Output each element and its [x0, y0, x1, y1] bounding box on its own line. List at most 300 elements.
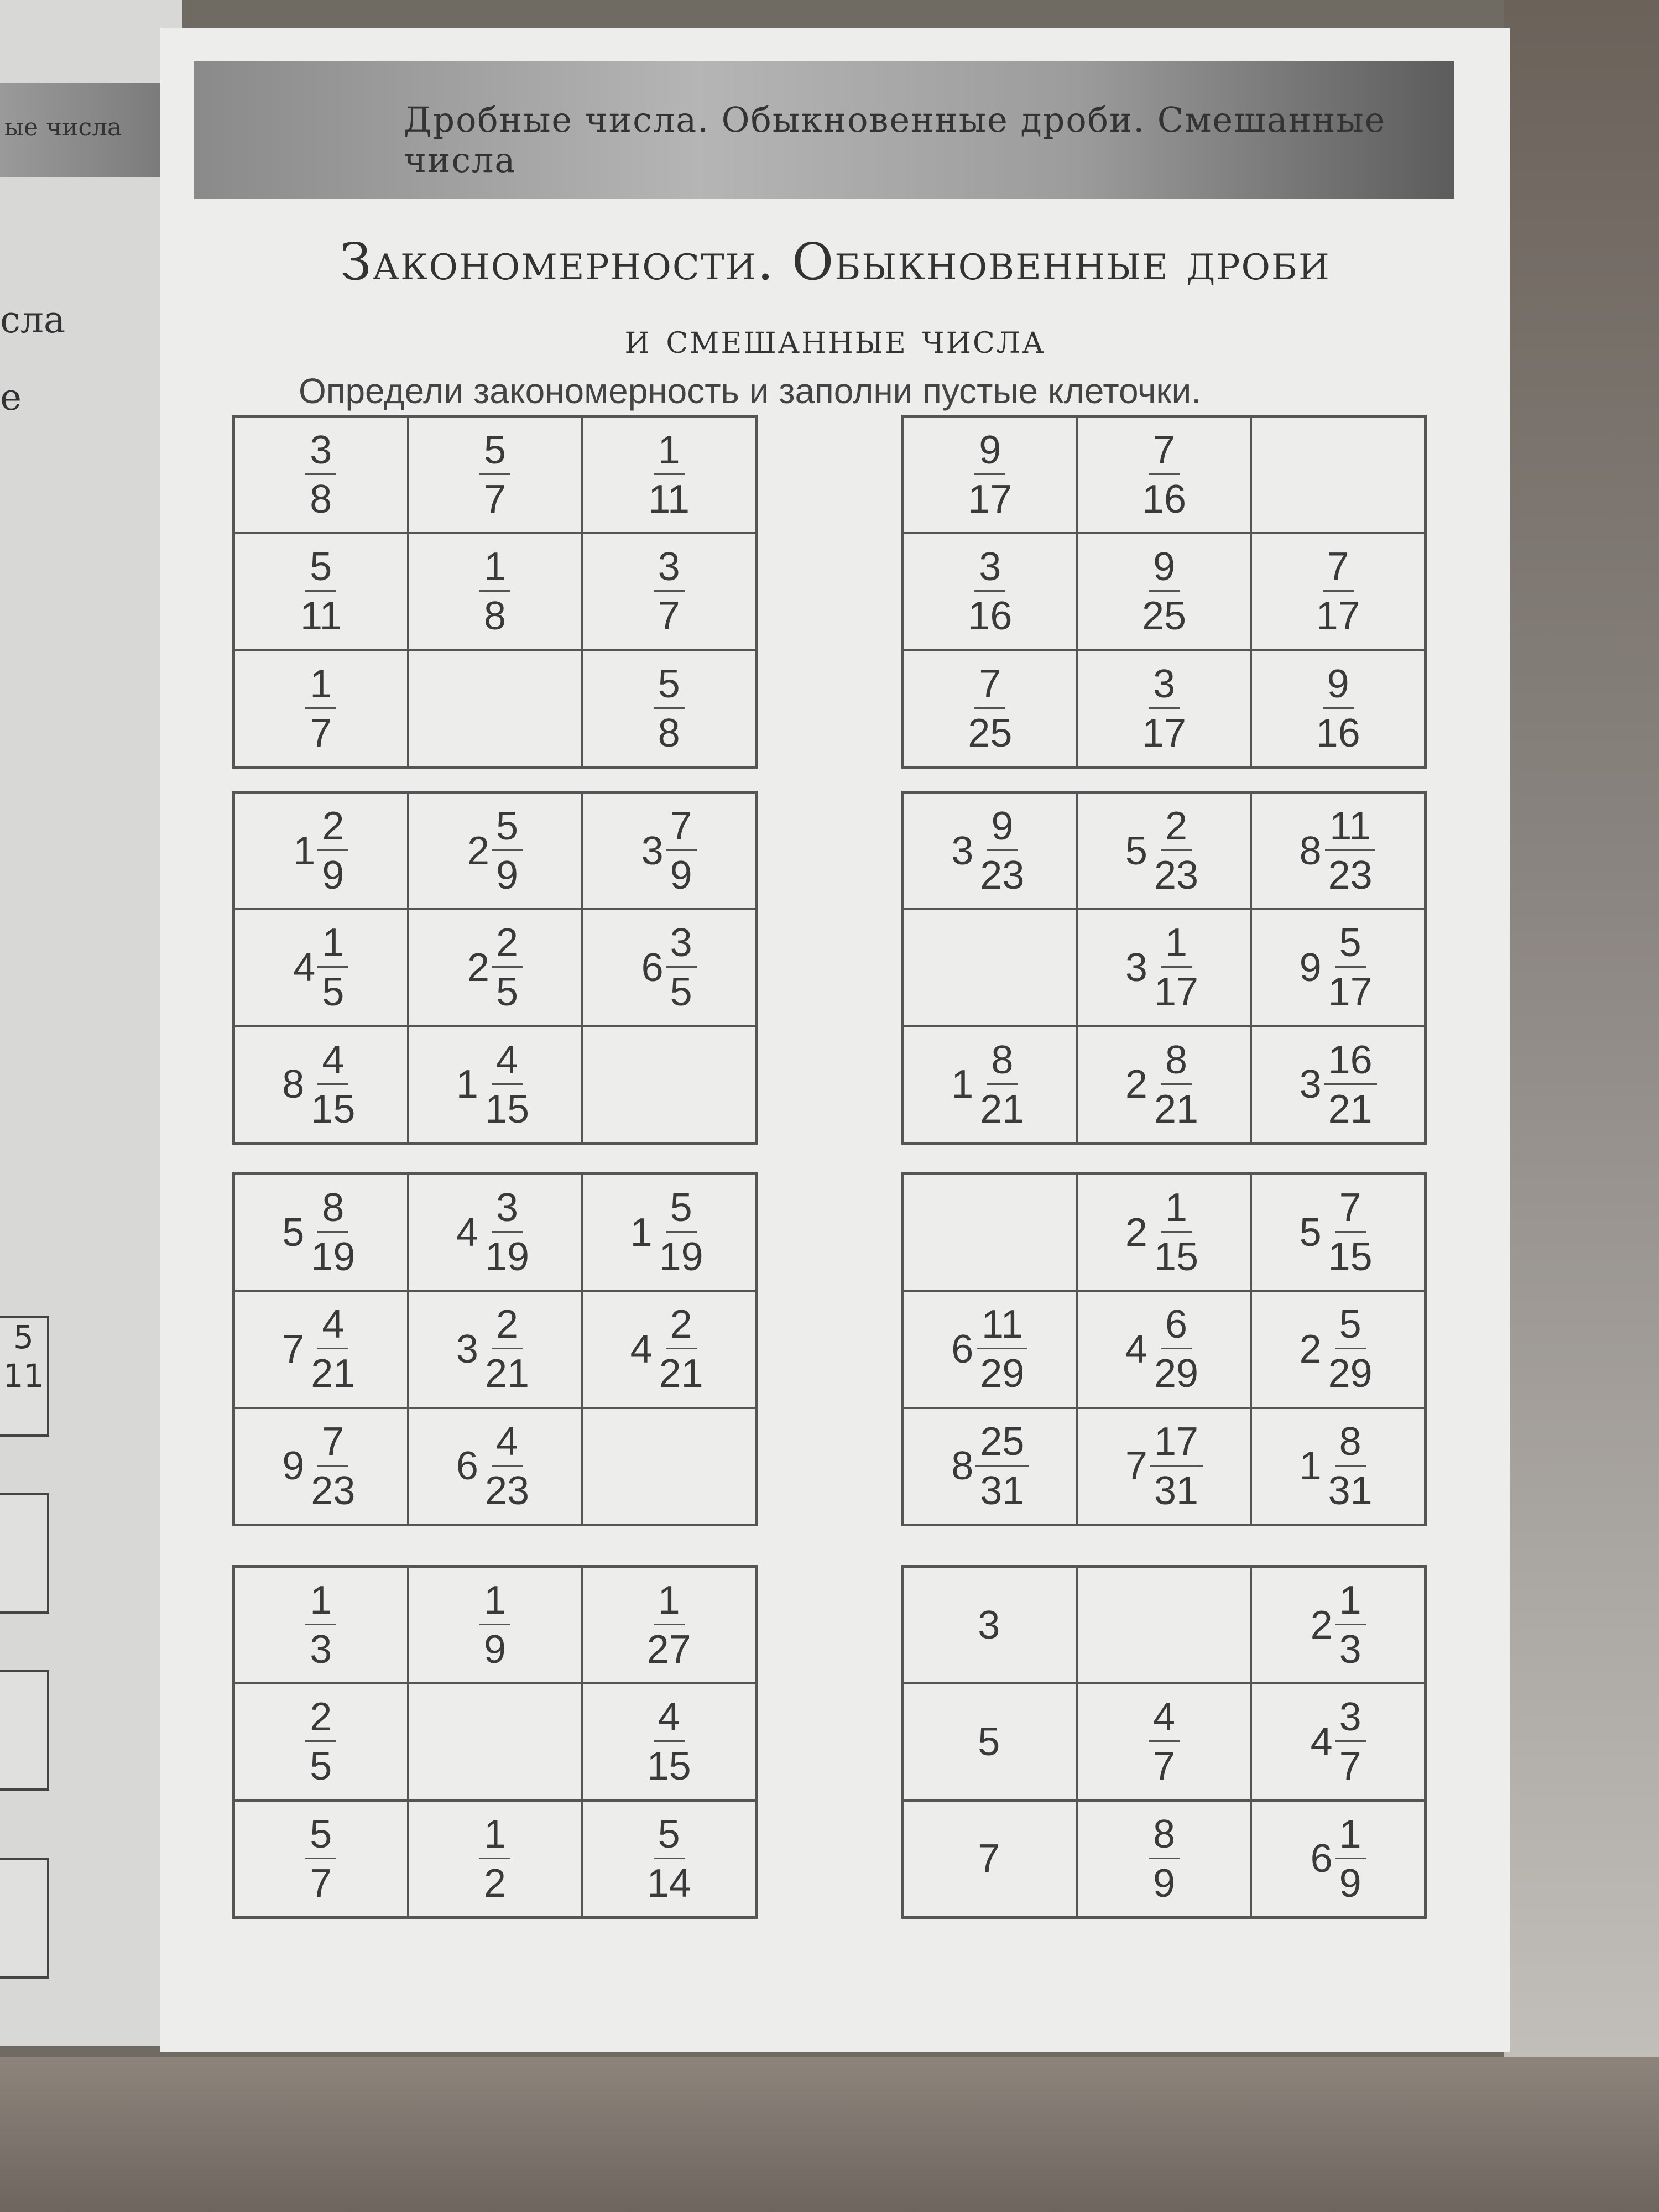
numerator: 3: [654, 547, 685, 592]
whole-part: 4: [1125, 1327, 1147, 1371]
grid-cell: [903, 1683, 1077, 1800]
grid-cell: [1251, 1683, 1425, 1800]
number: [951, 1302, 1029, 1396]
grid-cell: [903, 792, 1077, 909]
grid-cell: [582, 1801, 756, 1917]
empty-cell[interactable]: [408, 650, 582, 767]
fraction: [479, 1580, 510, 1670]
fraction: [655, 1302, 708, 1396]
grid-cell: [1251, 909, 1425, 1026]
numerator: 6: [1161, 1305, 1192, 1349]
denominator: 7: [1339, 1744, 1361, 1789]
instruction-text: Определи закономерность и заполни пустые клеточки.: [299, 371, 1201, 411]
pattern-grid-3: [232, 791, 758, 1145]
numerator: 2: [492, 923, 523, 968]
whole-part: 9: [1299, 945, 1322, 990]
whole-part: 6: [641, 945, 664, 990]
fraction: [317, 921, 348, 1015]
numerator: 4: [317, 1040, 348, 1085]
denominator: 19: [659, 1235, 703, 1280]
grid-cell: [903, 1026, 1077, 1143]
denominator: 5: [670, 970, 692, 1015]
denominator: 5: [322, 970, 345, 1015]
denominator: 31: [980, 1468, 1025, 1513]
left-page-banner: [0, 83, 182, 177]
grid-cell: [903, 1291, 1077, 1407]
numerator: 5: [492, 806, 523, 851]
denominator: 16: [968, 594, 1013, 639]
fraction: [654, 545, 685, 639]
fraction: [492, 804, 523, 898]
denominator: 21: [484, 1352, 530, 1396]
pattern-grid-2: [901, 415, 1427, 769]
grid-cell: [903, 650, 1077, 767]
number: [305, 661, 336, 755]
number: [479, 545, 510, 639]
denominator: 8: [310, 477, 332, 522]
fraction: [643, 1695, 696, 1789]
whole-part: 2: [1125, 1062, 1147, 1107]
denominator: 27: [646, 1627, 691, 1672]
fraction: [1324, 804, 1377, 898]
denominator: 17: [1141, 711, 1187, 755]
whole-part: 9: [282, 1444, 305, 1489]
left-page-fraction-box: 5 11: [0, 1316, 49, 1437]
denominator: 25: [968, 711, 1013, 755]
denominator: 3: [310, 1627, 332, 1672]
grid-cell: [1251, 1567, 1425, 1683]
whole-part: 5: [1125, 828, 1147, 873]
grid-cell: [903, 1408, 1077, 1525]
whole-number: 5: [978, 1719, 1000, 1764]
fraction: [1335, 1695, 1366, 1789]
whole-part: 3: [1125, 945, 1147, 990]
number: [1299, 804, 1377, 898]
left-banner-text: ые числа: [4, 113, 122, 142]
numerator: 8: [987, 1040, 1018, 1085]
grid-cell: [234, 1567, 408, 1683]
fraction: [1150, 1037, 1203, 1131]
grid-cell: [234, 533, 408, 650]
numerator: 7: [974, 664, 1005, 709]
denominator: 21: [980, 1087, 1025, 1131]
grid-cell: [234, 1408, 408, 1525]
number: [1299, 1419, 1377, 1513]
numerator: 5: [654, 664, 685, 709]
grid-cell: [582, 1174, 756, 1291]
fraction: [1324, 1186, 1377, 1280]
fraction: [1150, 921, 1203, 1015]
grid-cell: [1251, 1408, 1425, 1525]
empty-cell[interactable]: [1251, 416, 1425, 533]
whole-part: 1: [630, 1210, 653, 1255]
whole-part: 5: [282, 1210, 305, 1255]
number: [643, 1695, 696, 1789]
numerator: 3: [1335, 1697, 1366, 1742]
number: [293, 921, 348, 1015]
numerator: 3: [1149, 664, 1180, 709]
numerator: 7: [1335, 1188, 1366, 1233]
grid-cell: [408, 792, 582, 909]
numerator: 2: [492, 1305, 523, 1349]
grid-cell: [1077, 533, 1251, 650]
whole-part: 4: [456, 1210, 478, 1255]
denominator: 5: [495, 970, 519, 1015]
whole-part: 3: [1299, 1062, 1322, 1107]
numerator: 5: [666, 1188, 697, 1233]
number: [654, 661, 685, 755]
number: [1299, 1302, 1377, 1396]
fraction: [481, 1037, 534, 1131]
fraction: [1150, 804, 1203, 898]
denominator: 7: [658, 594, 680, 639]
fraction: [305, 428, 336, 522]
grid-cell: [234, 909, 408, 1026]
numerator: 9: [987, 806, 1018, 851]
grid-cell: [408, 909, 582, 1026]
grid-cell: [408, 416, 582, 533]
left-page-box: [0, 1858, 49, 1979]
empty-cell[interactable]: [582, 1408, 756, 1525]
numerator: 3: [305, 430, 336, 475]
numerator: 3: [974, 547, 1005, 592]
numerator: 8: [317, 1188, 348, 1233]
denominator: 15: [1154, 1235, 1199, 1280]
number: [630, 1186, 708, 1280]
numerator: 7: [317, 1422, 348, 1467]
fraction: [975, 1419, 1029, 1513]
grid-cell: [1077, 650, 1251, 767]
whole-number: 3: [978, 1603, 1000, 1647]
number: [296, 545, 346, 639]
denominator: 9: [1339, 1861, 1361, 1906]
denominator: 14: [646, 1861, 691, 1906]
numerator: 1: [1161, 923, 1192, 968]
numerator: 4: [654, 1697, 685, 1742]
fraction: [963, 545, 1016, 639]
numerator: 3: [492, 1188, 523, 1233]
grid-cell: [234, 1683, 408, 1800]
fraction: [1324, 1302, 1377, 1396]
number: [305, 1580, 336, 1670]
denominator: 9: [670, 853, 692, 898]
number: [1125, 921, 1203, 1015]
denominator: 29: [1154, 1352, 1199, 1396]
grid-cell: [582, 533, 756, 650]
denominator: 23: [1328, 853, 1373, 898]
fraction: [1312, 661, 1365, 755]
grid-cell: [1077, 792, 1251, 909]
grid-cell: [1251, 1026, 1425, 1143]
fraction: [305, 1580, 336, 1670]
numerator: 1: [479, 1580, 510, 1625]
whole-part: 3: [456, 1327, 478, 1371]
numerator: 5: [654, 1814, 685, 1859]
denominator: 9: [1152, 1861, 1176, 1906]
pattern-grid-5: [232, 1172, 758, 1526]
whole-part: 4: [1310, 1719, 1333, 1764]
grid-cell: [408, 1026, 582, 1143]
whole-part: 4: [630, 1327, 653, 1371]
number: [1125, 1186, 1203, 1280]
numerator: 4: [492, 1422, 523, 1467]
number: [1310, 1812, 1366, 1906]
fraction: [975, 804, 1029, 898]
numerator: 4: [492, 1040, 523, 1085]
number: [282, 1302, 359, 1396]
number: [456, 1302, 534, 1396]
numerator: 4: [1149, 1697, 1180, 1742]
numerator: 7: [666, 806, 697, 851]
numerator: 7: [1149, 430, 1180, 475]
whole-part: 6: [456, 1444, 478, 1489]
fraction: [305, 1812, 336, 1906]
denominator: 16: [1141, 477, 1187, 522]
denominator: 8: [483, 594, 507, 639]
empty-cell[interactable]: [903, 1174, 1077, 1291]
denominator: 8: [658, 711, 680, 755]
whole-part: 1: [951, 1062, 974, 1107]
denominator: 21: [1154, 1087, 1199, 1131]
numerator: 1: [654, 430, 685, 475]
fraction: [963, 661, 1016, 755]
numerator: 1: [1335, 1814, 1366, 1859]
number: [1149, 1695, 1180, 1789]
denominator: 3: [1339, 1627, 1361, 1672]
number: [467, 804, 523, 898]
denominator: 31: [1328, 1468, 1373, 1513]
number: [1310, 1695, 1366, 1789]
number: [282, 1186, 359, 1280]
number: [963, 428, 1016, 522]
denominator: 9: [483, 1627, 507, 1672]
number: [1299, 1186, 1377, 1280]
fraction: [481, 1186, 534, 1280]
denominator: 29: [1328, 1352, 1373, 1396]
denominator: 19: [484, 1235, 530, 1280]
numerator: 5: [305, 1814, 336, 1859]
grid-cell: [582, 416, 756, 533]
grid-cell: [582, 1567, 756, 1683]
empty-cell[interactable]: [582, 1026, 756, 1143]
number: [951, 1037, 1029, 1131]
denominator: 16: [1316, 711, 1360, 755]
grid-cell: [1077, 1291, 1251, 1407]
numerator: 2: [305, 1697, 336, 1742]
fraction: [963, 428, 1016, 522]
numerator: 11: [1325, 806, 1375, 851]
fraction: [1324, 1037, 1377, 1131]
denominator: 15: [646, 1744, 691, 1789]
page-subtitle: и смешанные числа: [624, 315, 1046, 363]
whole-part: 8: [282, 1062, 305, 1107]
grid-cell: [1077, 1683, 1251, 1800]
number: [479, 1580, 510, 1670]
grid-cell: [903, 533, 1077, 650]
whole-part: 1: [1299, 1444, 1322, 1489]
background-right: [1504, 0, 1659, 2212]
numerator: 3: [666, 923, 697, 968]
grid-cell: [234, 1026, 408, 1143]
grid-cell: [1077, 416, 1251, 533]
whole-number: 7: [978, 1837, 1000, 1881]
empty-cell[interactable]: [408, 1683, 582, 1800]
numerator: 8: [1335, 1422, 1366, 1467]
number: [641, 804, 697, 898]
whole-part: 2: [467, 828, 489, 873]
whole-part: 2: [1299, 1327, 1322, 1371]
number: [282, 1419, 359, 1513]
denominator: 31: [1154, 1468, 1199, 1513]
fraction: [1335, 1812, 1366, 1906]
grid-cell: [234, 792, 408, 909]
numerator: 2: [666, 1305, 697, 1349]
grid-cell: [1251, 1291, 1425, 1407]
numerator: 9: [974, 430, 1005, 475]
number: [305, 1812, 336, 1906]
number: [643, 1580, 696, 1670]
empty-cell[interactable]: [903, 909, 1077, 1026]
fraction: [1150, 1419, 1203, 1513]
fraction: [492, 921, 523, 1015]
denominator: 23: [311, 1468, 356, 1513]
denominator: 23: [1154, 853, 1199, 898]
grid-cell: [408, 1801, 582, 1917]
numerator: 1: [305, 1580, 336, 1625]
whole-part: 2: [1125, 1210, 1147, 1255]
denominator: 17: [1154, 970, 1199, 1015]
grid-cell: [1077, 1174, 1251, 1291]
number: [641, 921, 697, 1015]
pattern-grid-1: [232, 415, 758, 769]
fraction: [481, 1302, 534, 1396]
denominator: 7: [483, 477, 507, 522]
number: [1125, 1302, 1203, 1396]
number: [1299, 921, 1377, 1015]
grid-cell: [234, 1174, 408, 1291]
fraction: [1324, 921, 1377, 1015]
number: [456, 1186, 534, 1280]
denominator: 23: [980, 853, 1025, 898]
whole-part: 2: [1310, 1603, 1333, 1647]
numerator: 5: [479, 430, 510, 475]
number: [456, 1419, 534, 1513]
whole-part: 8: [1299, 828, 1322, 873]
fraction: [479, 428, 510, 522]
number: [630, 1302, 708, 1396]
fraction: [643, 1812, 696, 1906]
denominator: 15: [484, 1087, 530, 1131]
denominator: 23: [484, 1468, 530, 1513]
grid-cell: [1251, 533, 1425, 650]
fraction: [1312, 545, 1365, 639]
number: [456, 1037, 534, 1131]
numerator: 2: [317, 806, 348, 851]
denominator: 17: [1328, 970, 1373, 1015]
number: [479, 428, 510, 522]
fraction: [1138, 545, 1191, 639]
whole-part: 4: [293, 945, 316, 990]
numerator: 1: [479, 1814, 510, 1859]
denominator: 7: [310, 1861, 332, 1906]
grid-cell: [1077, 909, 1251, 1026]
number: [1312, 545, 1365, 639]
number: [293, 804, 348, 898]
number: [282, 1037, 359, 1131]
numerator: 1: [479, 547, 510, 592]
numerator: 1: [1161, 1188, 1192, 1233]
fraction: [666, 804, 697, 898]
grid-cell: [582, 909, 756, 1026]
number: [1138, 661, 1191, 755]
fraction: [1149, 1812, 1180, 1906]
number: [1312, 661, 1365, 755]
fraction: [666, 921, 697, 1015]
numerator: 2: [1161, 806, 1192, 851]
whole-part: 1: [456, 1062, 478, 1107]
grid-cell: [234, 416, 408, 533]
fraction: [643, 1580, 696, 1670]
fraction: [306, 1302, 359, 1396]
background-floor: [0, 2057, 1659, 2212]
grid-cell: [408, 533, 582, 650]
grid-cell: [582, 1291, 756, 1407]
fraction: [1138, 661, 1191, 755]
grid-cell: [1251, 650, 1425, 767]
grid-cell: [582, 650, 756, 767]
pattern-grid-6: [901, 1172, 1427, 1526]
number: [963, 661, 1016, 755]
grid-cell: [903, 1567, 1077, 1683]
fraction: [1138, 428, 1191, 522]
grid-cell: [582, 1683, 756, 1800]
numerator: 1: [654, 1580, 685, 1625]
fraction: [306, 1037, 359, 1131]
denominator: 21: [659, 1352, 703, 1396]
denominator: 9: [495, 853, 519, 898]
grid-cell: [408, 1567, 582, 1683]
numerator: 9: [1149, 547, 1180, 592]
pattern-grid-4: [901, 791, 1427, 1145]
number: [643, 1812, 696, 1906]
denominator: 11: [648, 477, 690, 522]
numerator: 11: [977, 1305, 1027, 1349]
numerator: 17: [1150, 1422, 1203, 1467]
number: [305, 1695, 336, 1789]
number: [479, 1812, 510, 1906]
fraction: [479, 1812, 510, 1906]
number: [1138, 428, 1191, 522]
numerator: 25: [975, 1422, 1029, 1467]
empty-cell[interactable]: [1077, 1567, 1251, 1683]
numerator: 1: [1335, 1580, 1366, 1625]
denominator: 7: [310, 711, 332, 755]
numerator: 1: [317, 923, 348, 968]
whole-part: 5: [1299, 1210, 1322, 1255]
denominator: 15: [311, 1087, 356, 1131]
pattern-grid-7: [232, 1565, 758, 1919]
grid-cell: [582, 792, 756, 909]
number: [1149, 1812, 1180, 1906]
fraction: [305, 1695, 336, 1789]
fraction: [306, 1186, 359, 1280]
number: [654, 545, 685, 639]
fraction: [975, 1037, 1029, 1131]
grid-cell: [234, 650, 408, 767]
denominator: 17: [1316, 594, 1360, 639]
grid-cell: [234, 1291, 408, 1407]
denominator: 29: [980, 1352, 1025, 1396]
